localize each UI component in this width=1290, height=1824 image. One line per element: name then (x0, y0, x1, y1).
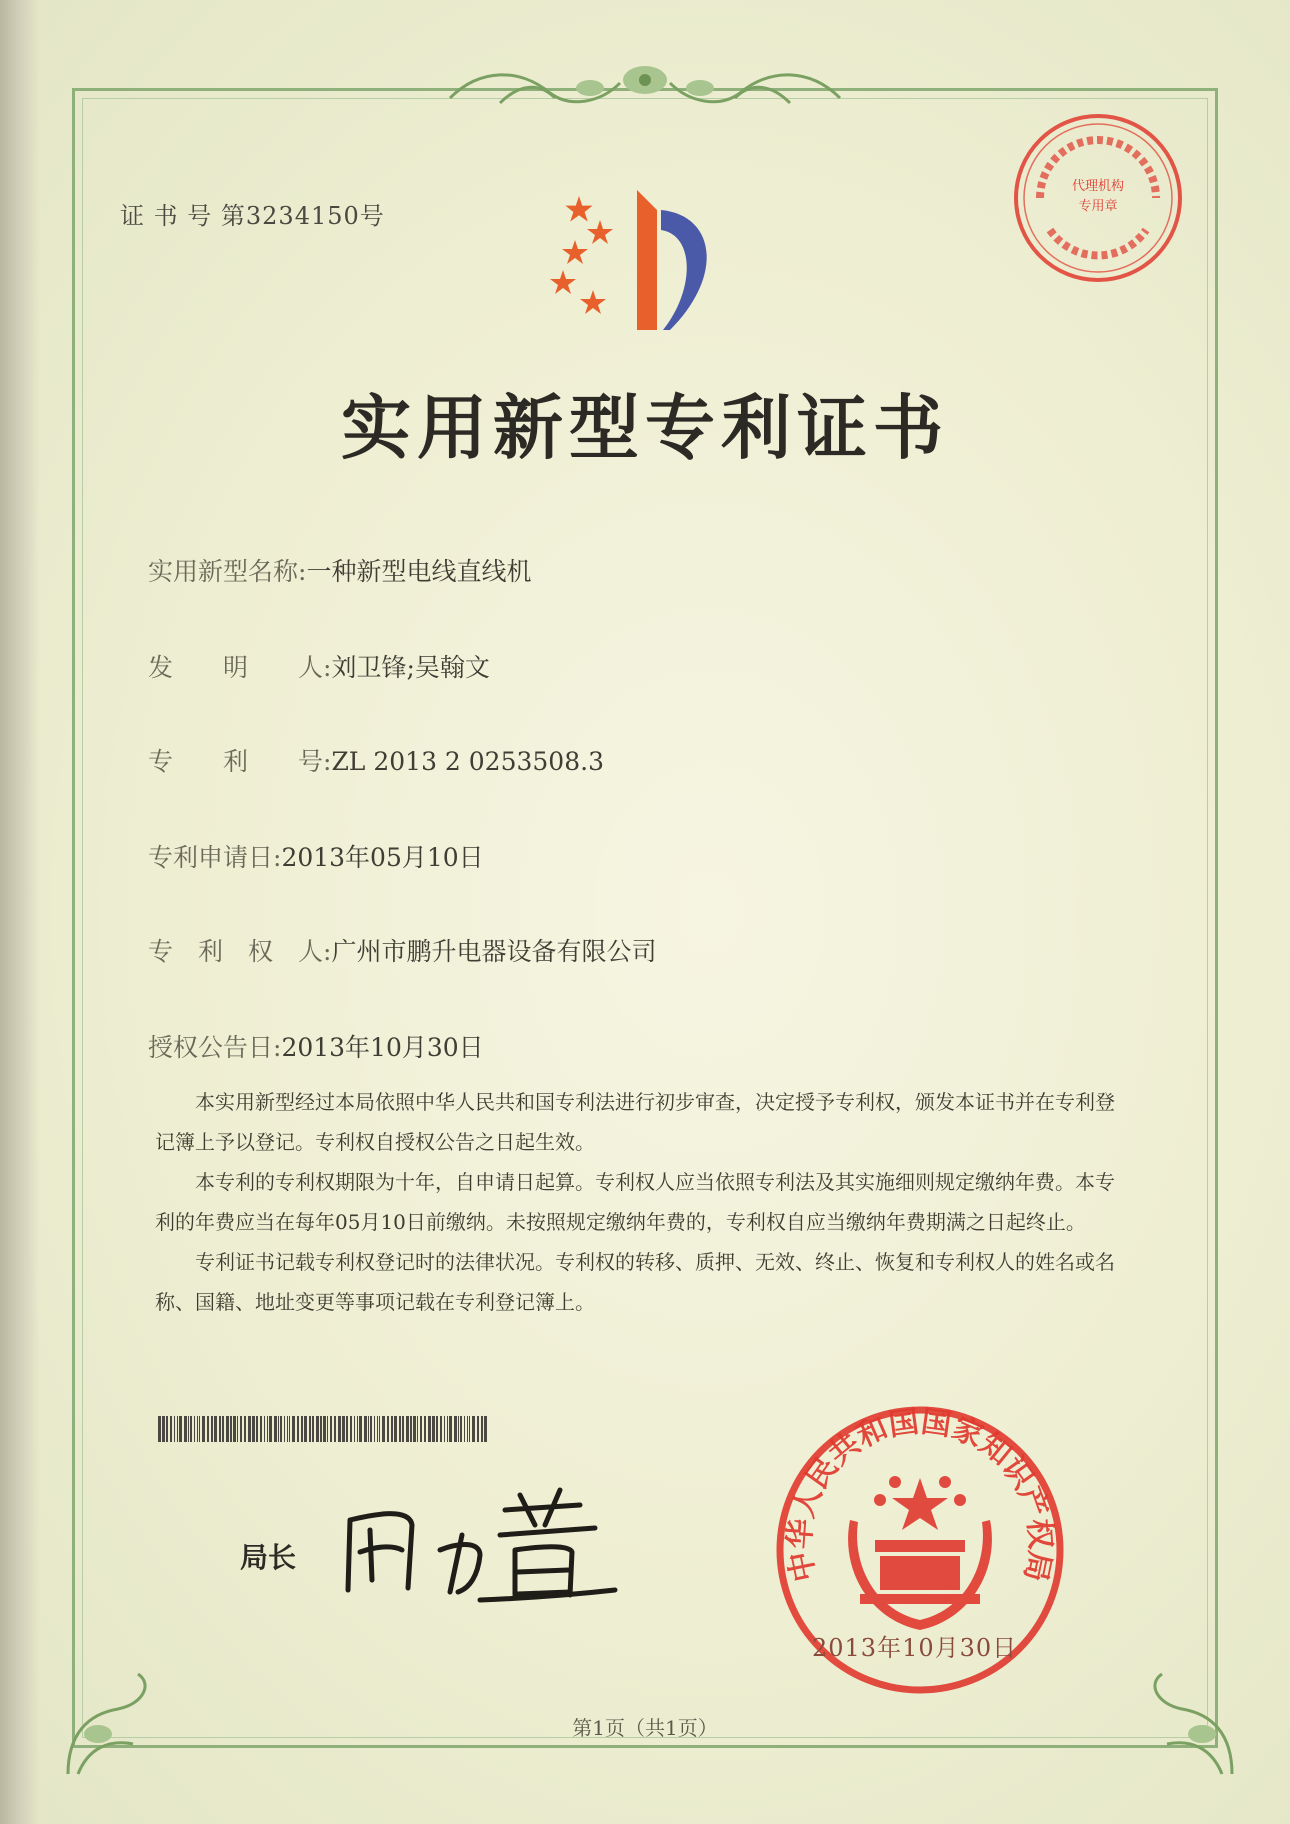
barcode-bar (464, 1416, 465, 1442)
barcode-bar (469, 1416, 470, 1442)
barcode-bar (233, 1416, 236, 1442)
barcode-bar (399, 1416, 401, 1442)
barcode-bar (432, 1416, 435, 1442)
barcode-bar (280, 1416, 282, 1442)
barcode-bar (284, 1416, 285, 1442)
barcode-bar (374, 1416, 375, 1442)
barcode-bar (244, 1416, 246, 1442)
barcode-bar (202, 1416, 205, 1442)
barcode-bar (359, 1416, 362, 1442)
certificate-title: 实用新型专利证书 (341, 386, 949, 469)
certificate-number: 证 书 号 第3234150号 (120, 202, 385, 230)
barcode-bar (188, 1416, 189, 1442)
barcode-bar (162, 1416, 165, 1442)
barcode-bar (226, 1416, 229, 1442)
barcode-bar (350, 1416, 352, 1442)
barcode-bar (436, 1416, 438, 1442)
barcode-bar (424, 1416, 426, 1442)
barcode-bar (323, 1416, 326, 1442)
field-patentee (148, 932, 656, 968)
barcode-bar (316, 1416, 319, 1442)
barcode-bar (248, 1416, 251, 1442)
barcode-bar (301, 1416, 303, 1442)
top-ornament (440, 58, 850, 118)
barcode-bar (402, 1416, 404, 1442)
barcode-bar (260, 1416, 262, 1442)
barcode-bar (417, 1416, 418, 1442)
field-inventor (148, 648, 490, 684)
field-grant-date (148, 1028, 484, 1064)
svg-text:专用章: 专用章 (1078, 199, 1118, 214)
barcode-bar (330, 1416, 332, 1442)
barcode-bar (391, 1416, 393, 1442)
barcode-bar (267, 1416, 268, 1442)
barcode-bar (472, 1416, 475, 1442)
barcode-bar (449, 1416, 452, 1442)
field-value: ZL 2013 2 0253508.3 (331, 747, 604, 776)
barcode-bar (292, 1416, 295, 1442)
barcode-bar (382, 1416, 385, 1442)
barcode-bar (197, 1416, 198, 1442)
barcode-bar (458, 1416, 459, 1442)
barcode-bar (278, 1416, 279, 1442)
barcode-bar (230, 1416, 232, 1442)
barcode-bar (444, 1416, 445, 1442)
barcode-bar (252, 1416, 255, 1442)
barcode-bar (387, 1416, 389, 1442)
seal-text: 中华人民共和国国家知识产权局 (782, 1404, 1058, 1585)
director-signature (330, 1480, 620, 1610)
field-value: 广州市鹏升电器设备有限公司 (331, 937, 657, 966)
barcode-bar (237, 1416, 238, 1442)
field-application-date (148, 838, 484, 874)
barcode-bar (174, 1416, 175, 1442)
field-label: 专 利 权 人: (148, 937, 332, 966)
barcode-bar (211, 1416, 213, 1442)
field-value: 2013年10月30日 (281, 1033, 484, 1062)
agency-seal (1010, 110, 1186, 286)
barcode-bar (297, 1416, 299, 1442)
barcode-bar (190, 1416, 192, 1442)
barcode-bar (264, 1416, 265, 1442)
field-label: 专 利 号: (148, 747, 332, 776)
barcode-bar (377, 1416, 378, 1442)
body-paragraph: 专利证书记载专利权登记时的法律状况。专利权的转移、质押、无效、终止、恢复和专利权人的姓名或名称、国籍、地址变更等事项记载在专利登记簿上。 (155, 1250, 1115, 1314)
barcode-bar (214, 1416, 217, 1442)
barcode-bar (477, 1416, 479, 1442)
barcode-bar (484, 1416, 487, 1442)
barcode-bar (364, 1416, 367, 1442)
barcode-bar (158, 1416, 161, 1442)
barcode-bar (240, 1416, 242, 1442)
barcode-bar (304, 1416, 307, 1442)
barcode-bar (447, 1416, 448, 1442)
book-spine-shadow (0, 0, 40, 1824)
barcode-bar (179, 1416, 182, 1442)
field-label: 实用新型名称: (148, 557, 307, 586)
barcode-bar (346, 1416, 348, 1442)
barcode-bar (338, 1416, 341, 1442)
barcode-bar (481, 1416, 483, 1442)
field-label: 发 明 人: (148, 653, 332, 682)
field-value: 2013年05月10日 (281, 843, 484, 872)
barcode-bar (327, 1416, 328, 1442)
barcode-bar (274, 1416, 277, 1442)
barcode-bar (406, 1416, 409, 1442)
barcode-bar (207, 1416, 209, 1442)
field-value: 一种新型电线直线机 (306, 557, 532, 586)
barcode-bar (289, 1416, 290, 1442)
barcode-bar (312, 1416, 314, 1442)
barcode-bar (467, 1416, 468, 1442)
barcode-bar (256, 1416, 258, 1442)
barcode-bar (428, 1416, 431, 1442)
barcode-bar (440, 1416, 442, 1442)
barcode-bar (413, 1416, 416, 1442)
barcode-bar (320, 1416, 322, 1442)
svg-text:代理机构: 代理机构 (1071, 179, 1125, 194)
barcode-bar (269, 1416, 272, 1442)
field-label: 专利申请日: (148, 843, 282, 872)
page-number: 第1页（共1页） (572, 1716, 718, 1740)
body-paragraph: 本专利的专利权期限为十年，自申请日起算。专利权人应当依照专利法及其实施细则规定缴纳年费。本专利的年费应当在每年05月10日前缴纳。未按照规定缴纳年费的，专利权自应当缴纳年费期满之日起终止。 (155, 1170, 1115, 1234)
barcode-bar (410, 1416, 412, 1442)
barcode-bar (379, 1416, 380, 1442)
barcode-bar (420, 1416, 422, 1442)
barcode-bar (194, 1416, 195, 1442)
certificate-body (155, 1082, 1125, 1322)
barcode-bar (394, 1416, 397, 1442)
field-label: 授权公告日: (148, 1033, 282, 1062)
body-paragraph: 本实用新型经过本局依照中华人民共和国专利法进行初步审查，决定授予专利权，颁发本证书并在专利登记簿上予以登记。专利权自授权公告之日起生效。 (155, 1090, 1115, 1154)
barcode-bar (199, 1416, 200, 1442)
barcode (158, 1416, 490, 1442)
barcode-bar (222, 1416, 224, 1442)
barcode-bar (368, 1416, 369, 1442)
barcode-bar (354, 1416, 355, 1442)
barcode-bar (370, 1416, 372, 1442)
barcode-bar (334, 1416, 336, 1442)
barcode-bar (170, 1416, 172, 1442)
barcode-bar (460, 1416, 462, 1442)
barcode-bar (166, 1416, 168, 1442)
field-patent-number (148, 742, 604, 778)
barcode-bar (309, 1416, 311, 1442)
barcode-bar (287, 1416, 288, 1442)
seal-date: 2013年10月30日 (812, 1634, 1018, 1662)
field-utility-model-name (148, 552, 531, 588)
barcode-bar (219, 1416, 221, 1442)
barcode-bar (357, 1416, 358, 1442)
barcode-bar (454, 1416, 457, 1442)
barcode-bar (177, 1416, 178, 1442)
patent-office-logo (545, 180, 745, 340)
director-label: 局长 (240, 1541, 297, 1574)
barcode-bar (342, 1416, 345, 1442)
barcode-bar (184, 1416, 187, 1442)
field-value: 刘卫锋;吴翰文 (331, 653, 490, 682)
